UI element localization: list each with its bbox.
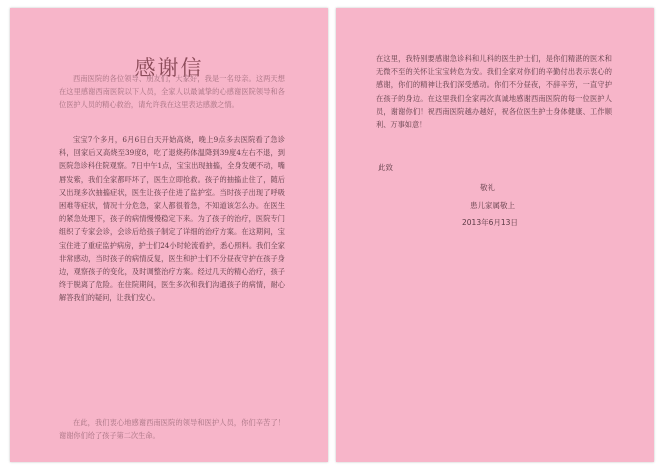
- letter-paragraph-story: 宝宝7个多月，6月6日白天开始高烧，晚上9点多去医院看了急诊科，回家后又高烧至39度8，吃了退烧药体温降到39度4左右不退，到医院急诊科住院观察。7日中午1点，宝宝出现抽搐，全身发硬不动，嘴唇发紫，我们全家都吓坏了，医生立即抢救。孩子的抽搐止住了，随后又出现多次抽搐症状，医生让孩子住进了监护室。当时孩子出现了呼吸困难等症状，情况十分危急，家人都很着急，不知道该怎么办。在医生的紧急处理下，孩子的病情慢慢稳定下来。为了孩子的治疗，医院专门组织了专家会诊，会诊后给孩子制定了详细的治疗方案。在这期间，宝宝住进了重症监护病房，护士们24小时轮流看护，悉心照料。我们全家非常感动，当时孩子的病情反复，医生和护士们不分昼夜守护在孩子身边，观察孩子的变化，及时调整治疗方案。经过几天的精心治疗，孩子终于脱离了危险。在住院期间，医生多次和我们沟通孩子的病情，耐心解答我们的疑问，让我们安心。: [59, 135, 285, 303]
- letter-greeting: 敬礼: [480, 183, 495, 192]
- letter-paragraph-gratitude: 在这里，我特别要感谢急诊科和儿科的医生护士们，是你们精湛的医术和无微不至的关怀让宝宝转危为安。我们全家对你们的辛勤付出表示衷心的感谢，你们的精神让我们深受感动。你们不分昼夜，不辞辛劳，一直守护在孩子的身边。在这里我们全家再次真诚地感谢西南医院的每一位医护人员，谢谢你们！祝西南医院越办越好，祝各位医生护士身体健康、工作顺利、万事如意！: [376, 54, 612, 130]
- letter-paragraph-intro: 西南医院的各位领导、朋友们，大家好，我是一名母亲。这两天想在这里感谢西南医院以下人员，全家人以最诚挚的心感谢医院领导和各位医护人员的精心救治，请允许我在这里表达感激之情。: [59, 74, 285, 110]
- letter-date: 2013年6月13日: [462, 218, 518, 227]
- letter-paragraph-thanks: 在此，我们衷心地感谢西南医院的领导和医护人员，你们辛苦了！谢谢你们给了孩子第二次生命。: [59, 418, 285, 441]
- letter-page-right: [336, 8, 654, 462]
- letter-signature: 患儿家属敬上: [470, 201, 515, 210]
- letter-page-left: [10, 8, 328, 462]
- letter-title: 感谢信: [134, 56, 204, 80]
- letter-salutation: 此致: [378, 163, 393, 172]
